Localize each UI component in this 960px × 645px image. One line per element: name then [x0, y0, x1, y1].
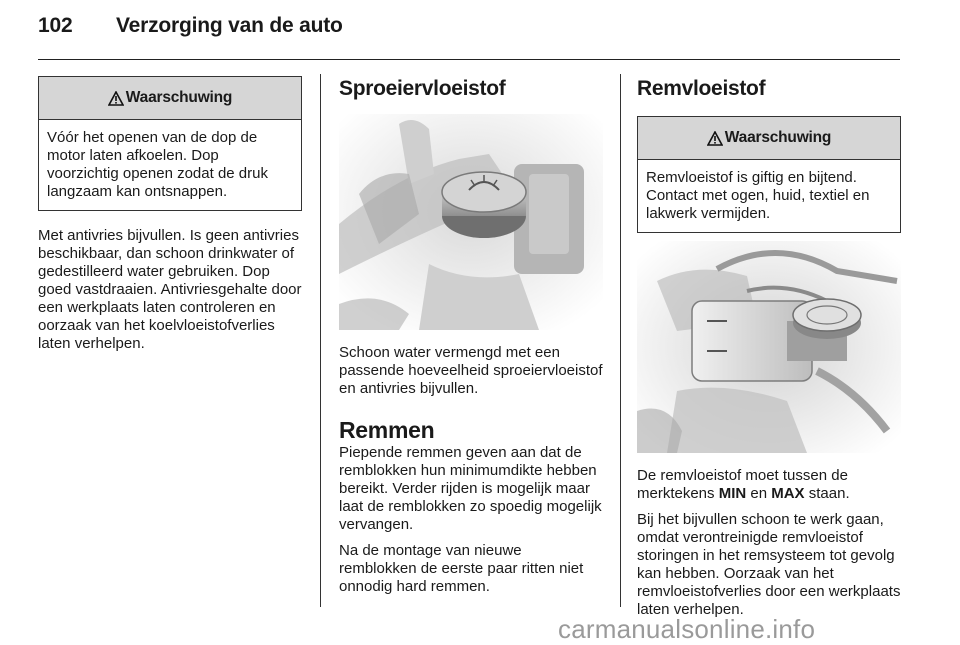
column-divider [620, 74, 621, 607]
column-divider [320, 74, 321, 607]
column-1 [38, 70, 302, 353]
brake-fluid-reservoir-illustration [637, 241, 901, 453]
warning-title: Waarschuwing [125, 89, 233, 106]
text-fragment: en [746, 485, 772, 502]
warning-text: Remvloeistof is giftig en bijtend. Contact met ogen, huid, textiel en lakwerk vermijden. [646, 169, 870, 222]
warning-triangle-icon [707, 131, 723, 146]
warning-box [637, 116, 901, 233]
brake-level-text [637, 467, 901, 503]
remmen-text-2: Na de montage van nieuwe remblokken de eerste paar ritten niet onnodig hard remmen. [339, 542, 584, 595]
column-2 [339, 70, 603, 596]
watermark: carmanualsonline.info [558, 614, 816, 644]
heading-remmen: Remmen [339, 417, 435, 443]
warning-title: Waarschuwing [724, 129, 832, 146]
washer-reservoir-illustration [339, 114, 603, 330]
column-3 [637, 70, 901, 619]
coolant-text: Met antivries bijvullen. Is geen antivries beschikbaar, dan schoon drinkwater of gedestilleerd water gebruiken. Dop goed vastdraaien. Antivriesgehalte door een werkplaats laten controleren en oorzaak van het koelvloeistofverlies laten verhelpen. [38, 227, 302, 352]
warning-text: Vóór het openen van de dop de motor laten afkoelen. Dop voorzichtig openen zodat de druk langzaam kan ontsnappen. [47, 129, 268, 200]
text-fragment: De remvloeistof moet tussen de merktekens [637, 467, 848, 502]
header-divider [38, 59, 900, 60]
warning-triangle-icon [108, 91, 124, 106]
text-fragment: staan. [804, 485, 850, 502]
heading-remvloeistof: Remvloeistof [637, 77, 766, 100]
heading-sproeiervloeistof: Sproeiervloeistof [339, 77, 506, 100]
warning-header [638, 117, 900, 160]
page-number: 102 [38, 14, 73, 37]
page-header [38, 14, 343, 38]
max-mark: MAX [771, 485, 805, 502]
warning-header [39, 77, 301, 120]
min-mark: MIN [718, 485, 747, 502]
page-title: Verzorging van de auto [116, 14, 343, 37]
sproei-text: Schoon water vermengd met een passende hoeveelheid sproeiervloeistof en antivries bijvullen. [339, 344, 603, 397]
remmen-text-1: Piepende remmen geven aan dat de remblokken hun minimumdikte hebben bereikt. Verder rijden is mogelijk maar laat de remblokken zo spoedig mogelijk vervangen. [339, 444, 602, 533]
warning-box [38, 76, 302, 211]
brake-fill-text: Bij het bijvullen schoon te werk gaan, omdat verontreinigde remvloeistof storingen in het remsysteem tot gevolg kan hebben. Oorzaak van het remvloeistofverlies door een werkplaats laten verhelpen. [637, 511, 901, 618]
